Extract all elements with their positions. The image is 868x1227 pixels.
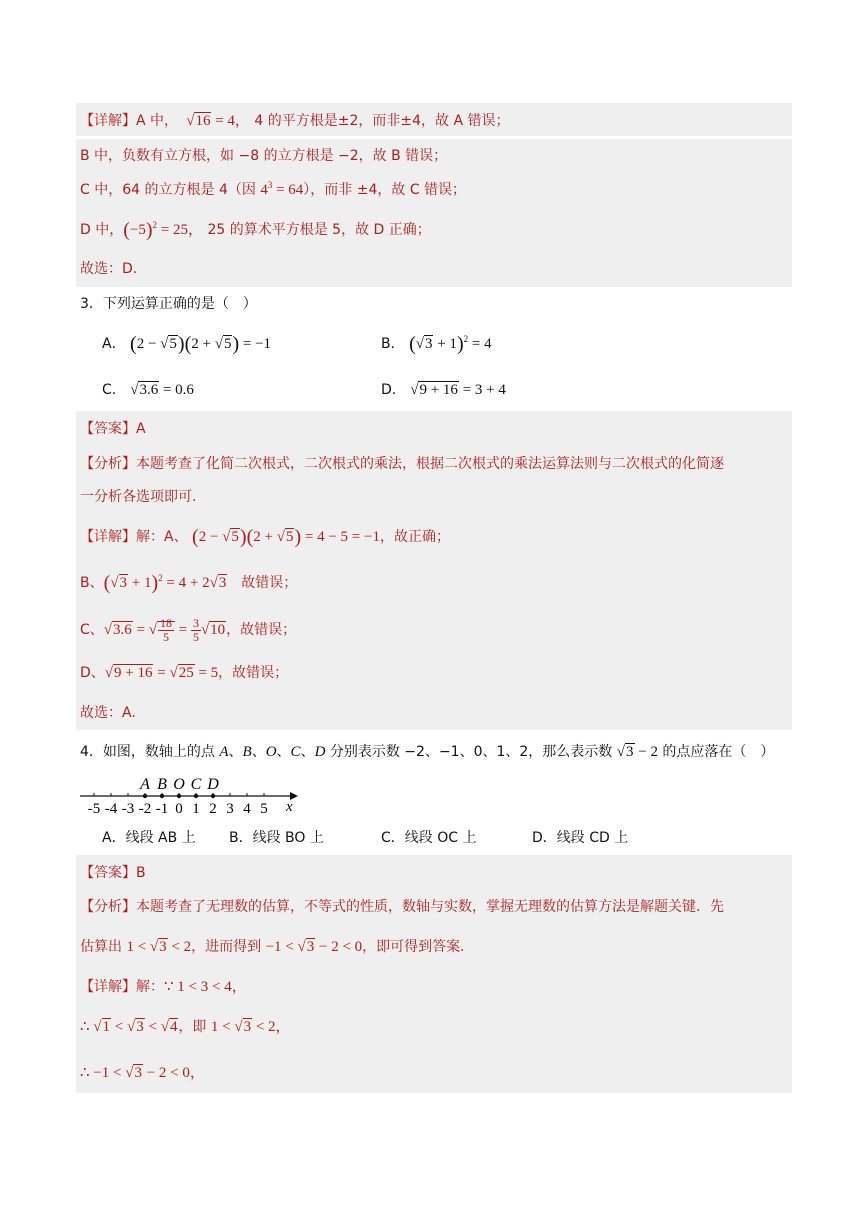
q4-stem-part1: 4．如图，数轴上的点 — [80, 744, 220, 760]
q3-option-c-math: √3.6 = 0.6 — [130, 382, 194, 398]
q4-option-d: D．线段 CD 上 — [532, 830, 629, 846]
q3-explain-a-math: (2 − √5)(2 + √5) = 4 − 5 = −1 — [192, 526, 380, 548]
q3-analysis-2: 一分析各选项即可. — [80, 489, 197, 505]
q4-step2-tail: ，即 — [178, 1019, 211, 1035]
q4-explain-lead: 解： — [136, 979, 164, 995]
axis-tick-label: -4 — [104, 801, 118, 817]
point-c-label: C — [190, 776, 202, 793]
axis-tick-label: 2 — [209, 801, 217, 817]
point-a-label: A — [140, 776, 150, 793]
q2-explain-line-a — [80, 112, 510, 130]
q3-option-d-math: √9 + 16 = 3 + 4 — [410, 382, 506, 398]
q3-explain-c — [80, 617, 296, 644]
q4-explain-3 — [80, 1064, 205, 1082]
math-4cubed: $4^3 = 64$ — [260, 180, 304, 198]
math-neg5-sq: $(-5)^2 = 25$， — [123, 219, 204, 241]
q3-explain-d-math: √9 + 16 = √25 = 5 — [104, 665, 219, 681]
axis-tick-label: 3 — [226, 801, 234, 817]
q3-option-a-label: A． — [102, 336, 126, 352]
q4-point-b-text: B — [242, 744, 252, 760]
q4-point-c-text: C — [290, 744, 301, 760]
q4-analysis-2 — [80, 938, 465, 956]
q4-explain-2 — [80, 1018, 291, 1036]
q4-analysis-1 — [80, 898, 724, 916]
axis-tick-label: 5 — [260, 801, 268, 817]
q2-line-c-part2: ），而非 ±4，故 C 错误； — [303, 182, 467, 198]
q2-line-b: B 中，负数有立方根，如 −8 的立方根是 −2，故 B 错误； — [80, 148, 448, 164]
q3-explain-a-tail: ，故正确； — [379, 529, 450, 545]
q3-option-c-label: C． — [102, 382, 126, 398]
q3-option-a — [102, 335, 271, 353]
q3-option-b-label: B． — [381, 336, 405, 352]
q3-option-d — [381, 381, 506, 399]
axis-tick-label: -1 — [155, 801, 169, 817]
axis-variable-label: x — [286, 799, 293, 815]
q2-line-c — [80, 181, 466, 199]
q3-b-lead: B、 — [80, 575, 104, 591]
q3-option-b — [381, 335, 492, 353]
q4-answer-value: B — [136, 865, 146, 881]
axis-tick-label: 1 — [192, 801, 200, 817]
q4-option-c: C．线段 OC 上 — [381, 830, 477, 846]
q4-points-list: A — [219, 744, 229, 760]
analysis-tag: 【分析】 — [80, 899, 136, 915]
q4-stem-part3: 的点应落在（ ） — [657, 744, 775, 760]
q4-explain-math-2: ∴ √1 < √3 < √4 — [80, 1019, 178, 1035]
q3-explain-a — [80, 528, 450, 546]
explain-tag: 【详解】 — [80, 979, 136, 995]
q3-d-lead: D、 — [80, 665, 105, 681]
q4-analysis-math-1: 1 < √3 < 2 — [126, 939, 192, 955]
point-b-label: B — [157, 776, 167, 793]
number-line-figure — [80, 776, 310, 816]
answer-tag: 【答案】 — [80, 421, 136, 437]
q4-stem: 4．如图，数轴上的点 A、B、O、C、D 分别表示数 −2、−1、0、1、2，那么表示数 √3 − 2 的点应落在（ ） — [80, 744, 775, 760]
q4-explain-1 — [80, 978, 247, 996]
axis-tick-label: -2 — [138, 801, 152, 817]
point-o-label: O — [173, 776, 185, 793]
q4-solution-panel — [76, 855, 792, 1093]
q4-analysis-text-1: 本题考查了无理数的估算，不等式的性质，数轴与实数，掌握无理数的估算方法是解题关键．先 — [136, 899, 724, 915]
q3-analysis-text-1: 本题考查了化简二次根式，二次根式的乘法，根据二次根式的乘法运算法则与二次根式的化简逐 — [136, 456, 724, 472]
q3-analysis-1 — [80, 455, 724, 473]
analysis-tag: 【分析】 — [80, 456, 136, 472]
axis-tick-label: 0 — [175, 801, 183, 817]
q3-c-tail: ，故错误； — [226, 621, 297, 638]
q4-analysis-math-2: −1 < √3 − 2 < 0 — [265, 939, 363, 955]
q3-explain-b-math: $(√3 + 1)^2 = 4 + 2√3$ — [103, 572, 227, 594]
q4-stem-part2: 分别表示数 −2、−1、0、1、2，那么表示数 — [325, 744, 617, 760]
point-c-dot — [194, 794, 198, 798]
q2-line-c-part1: C 中，64 的立方根是 4（因 — [80, 182, 261, 198]
explain-tag: 【详解】 — [80, 113, 136, 129]
q4-point-d-text: D — [314, 744, 326, 760]
q2-line-d-part1: D 中， — [80, 222, 124, 238]
q3-option-c — [102, 381, 194, 399]
q4-stem-math: √3 − 2 — [616, 744, 658, 760]
q4-explain-math-1: ∵ 1 < 3 < 4， — [164, 979, 247, 995]
q3-explain-c-math: √3.6 = √ $\frac{18}{5}$ = $\frac{3}{5}$ √10 — [103, 616, 226, 644]
q2-line-d — [80, 221, 431, 239]
q2-explain-lead: A 中， — [136, 113, 179, 129]
q3-answer — [80, 420, 146, 438]
q2-conclusion: 故选：D. — [80, 261, 138, 277]
q3-conclusion: 故选：A. — [80, 705, 136, 721]
answer-tag: 【答案】 — [80, 865, 136, 881]
math-sqrt16: √16 = 4， — [182, 113, 250, 129]
q3-option-b-math: $(√3 + 1)^2 = 4$ — [409, 333, 492, 355]
axis-tick-label: -3 — [121, 801, 135, 817]
q3-c-lead: C、 — [80, 621, 104, 638]
q4-explain-math-4: ∴ −1 < √3 − 2 < 0， — [80, 1065, 205, 1081]
point-b-dot — [160, 794, 164, 798]
q4-point-o-text: O — [265, 744, 277, 760]
q4-explain-math-3: 1 < √3 < 2， — [210, 1019, 291, 1035]
q3-explain-lead: 解：A、 — [136, 529, 188, 545]
q3-option-a-math: (2 − √5)(2 + √5) = −1 — [130, 333, 272, 355]
q2-line-d-part2: 25 的算术平方根是 5，故 D 正确； — [207, 222, 431, 238]
point-d-dot — [211, 794, 215, 798]
axis-tick-label: -5 — [87, 801, 101, 817]
explain-tag: 【详解】 — [80, 529, 136, 545]
point-o-dot — [177, 794, 181, 798]
q3-b-tail: 故错误； — [227, 575, 298, 591]
q3-d-tail: ，故错误； — [218, 665, 289, 681]
q3-stem: 3．下列运算正确的是（ ） — [80, 296, 257, 312]
axis-tick-label: 4 — [243, 801, 251, 817]
q3-explain-d — [80, 664, 288, 682]
point-a-dot — [143, 794, 147, 798]
q4-analysis-2-part1: 估算出 — [80, 939, 127, 955]
q4-option-a: A．线段 AB 上 — [102, 830, 196, 846]
q2-explain-a-text: 4 的平方根是±2，而非±4，故 A 错误； — [254, 113, 510, 129]
q3-option-d-label: D． — [381, 382, 406, 398]
q4-option-b: B．线段 BO 上 — [229, 830, 324, 846]
q4-analysis-2-part3: ，即可得到答案. — [362, 939, 465, 955]
q3-answer-value: A — [136, 421, 146, 437]
q4-analysis-2-part2: ，进而得到 — [191, 939, 266, 955]
q4-answer — [80, 864, 146, 882]
point-d-label: D — [207, 776, 219, 793]
q3-explain-b — [80, 574, 297, 592]
